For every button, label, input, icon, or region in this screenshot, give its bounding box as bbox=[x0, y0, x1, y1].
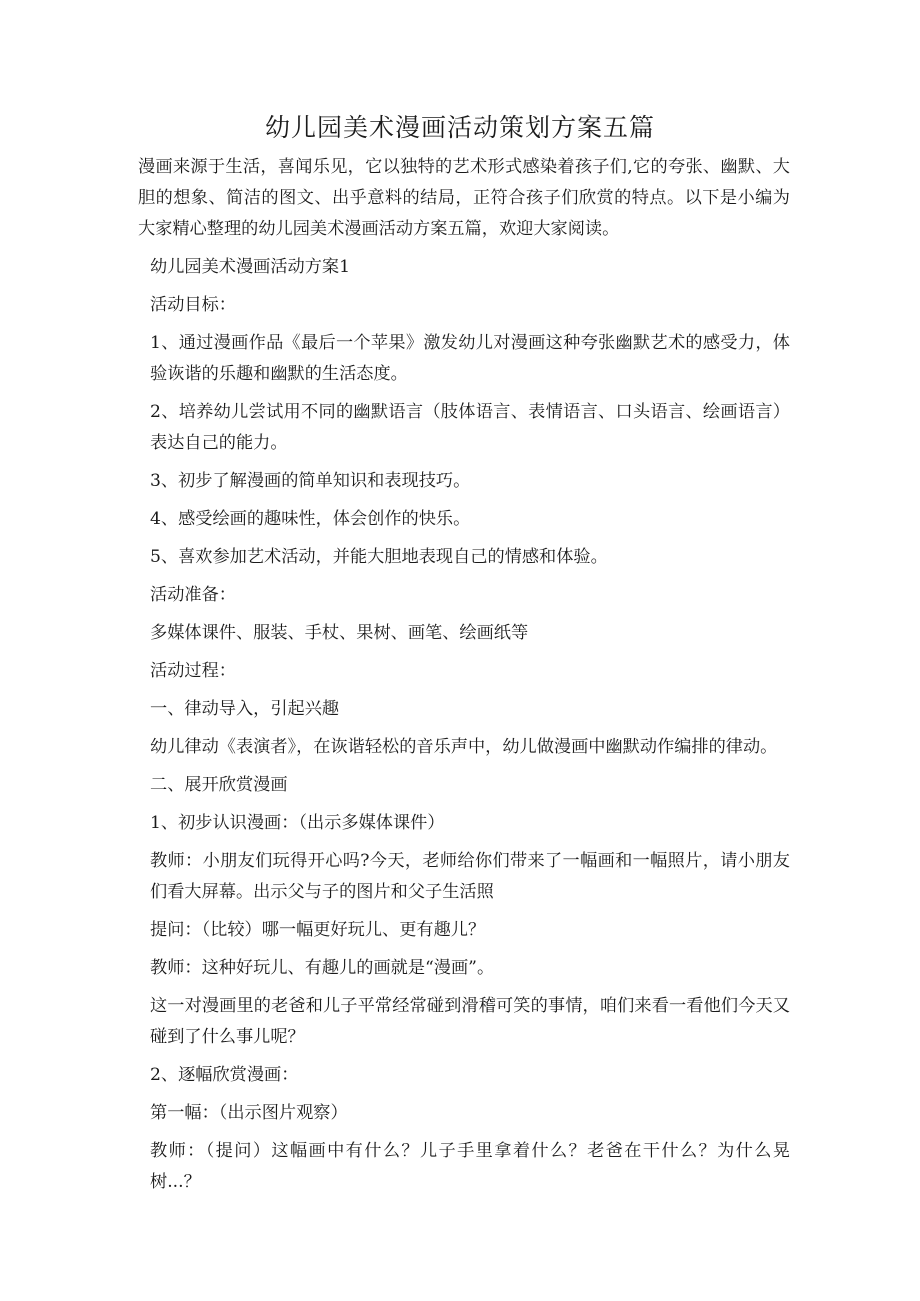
paragraph: 教师：这种好玩儿、有趣儿的画就是“漫画”。 bbox=[150, 958, 495, 978]
goal-item: 5、喜欢参加艺术活动，并能大胆地表现自己的情感和体验。 bbox=[150, 547, 608, 567]
goal-item: 4、感受绘画的趣味性，体会创作的快乐。 bbox=[150, 509, 471, 529]
paragraph: 教师：（提问）这幅画中有什么？儿子手里拿着什么？老爸在干什么？为什么晃树...？ bbox=[150, 1141, 790, 1192]
paragraph: 这一对漫画里的老爸和儿子平常经常碰到滑稽可笑的事情，咱们来看一看他们今天又碰到了什么事儿呢？ bbox=[150, 996, 790, 1047]
intro-paragraph: 漫画来源于生活，喜闻乐见，它以独特的艺术形式感染着孩子们,它的夸张、幽默、大胆的想象、简洁的图文、出乎意料的结局，正符合孩子们欣赏的特点。以下是小编为大家精心整理的幼儿园美术漫画活动方案五篇，欢迎大家阅读。 bbox=[138, 157, 790, 239]
paragraph: 1、初步认识漫画：（出示多媒体课件） bbox=[150, 813, 445, 833]
subheading-process: 活动过程： bbox=[150, 661, 236, 681]
paragraph: 第一幅：（出示图片观察） bbox=[150, 1103, 348, 1123]
document-body bbox=[138, 152, 790, 1205]
document-title: 幼儿园美术漫画活动策划方案五篇 bbox=[264, 113, 655, 142]
section-heading: 幼儿园美术漫画活动方案1 bbox=[150, 257, 350, 277]
goal-item: 2、培养幼儿尝试用不同的幽默语言（肢体语言、表情语言、口头语言、绘画语言）表达自己的能力。 bbox=[150, 402, 790, 453]
subheading-preparation: 活动准备： bbox=[150, 585, 236, 605]
subheading-goals: 活动目标： bbox=[150, 295, 236, 315]
paragraph: 提问：（比较）哪一幅更好玩儿、更有趣儿？ bbox=[150, 920, 486, 940]
preparation-list: 多媒体课件、服装、手杖、果树、画笔、绘画纸等 bbox=[150, 623, 529, 643]
goal-item: 1、通过漫画作品《最后一个苹果》激发幼儿对漫画这种夸张幽默艺术的感受力，体验诙谐的乐趣和幽默的生活态度。 bbox=[150, 333, 790, 384]
process-step-heading: 二、展开欣赏漫画 bbox=[150, 775, 288, 795]
paragraph: 2、逐幅欣赏漫画： bbox=[150, 1065, 299, 1085]
process-step-heading: 一、律动导入，引起兴趣 bbox=[150, 699, 340, 719]
paragraph: 教师：小朋友们玩得开心吗?今天，老师给你们带来了一幅画和一幅照片，请小朋友们看大屏幕。出示父与子的图片和父子生活照 bbox=[150, 851, 790, 902]
paragraph: 幼儿律动《表演者》，在诙谐轻松的音乐声中，幼儿做漫画中幽默动作编排的律动。 bbox=[150, 737, 778, 757]
goal-item: 3、初步了解漫画的简单知识和表现技巧。 bbox=[150, 471, 471, 491]
